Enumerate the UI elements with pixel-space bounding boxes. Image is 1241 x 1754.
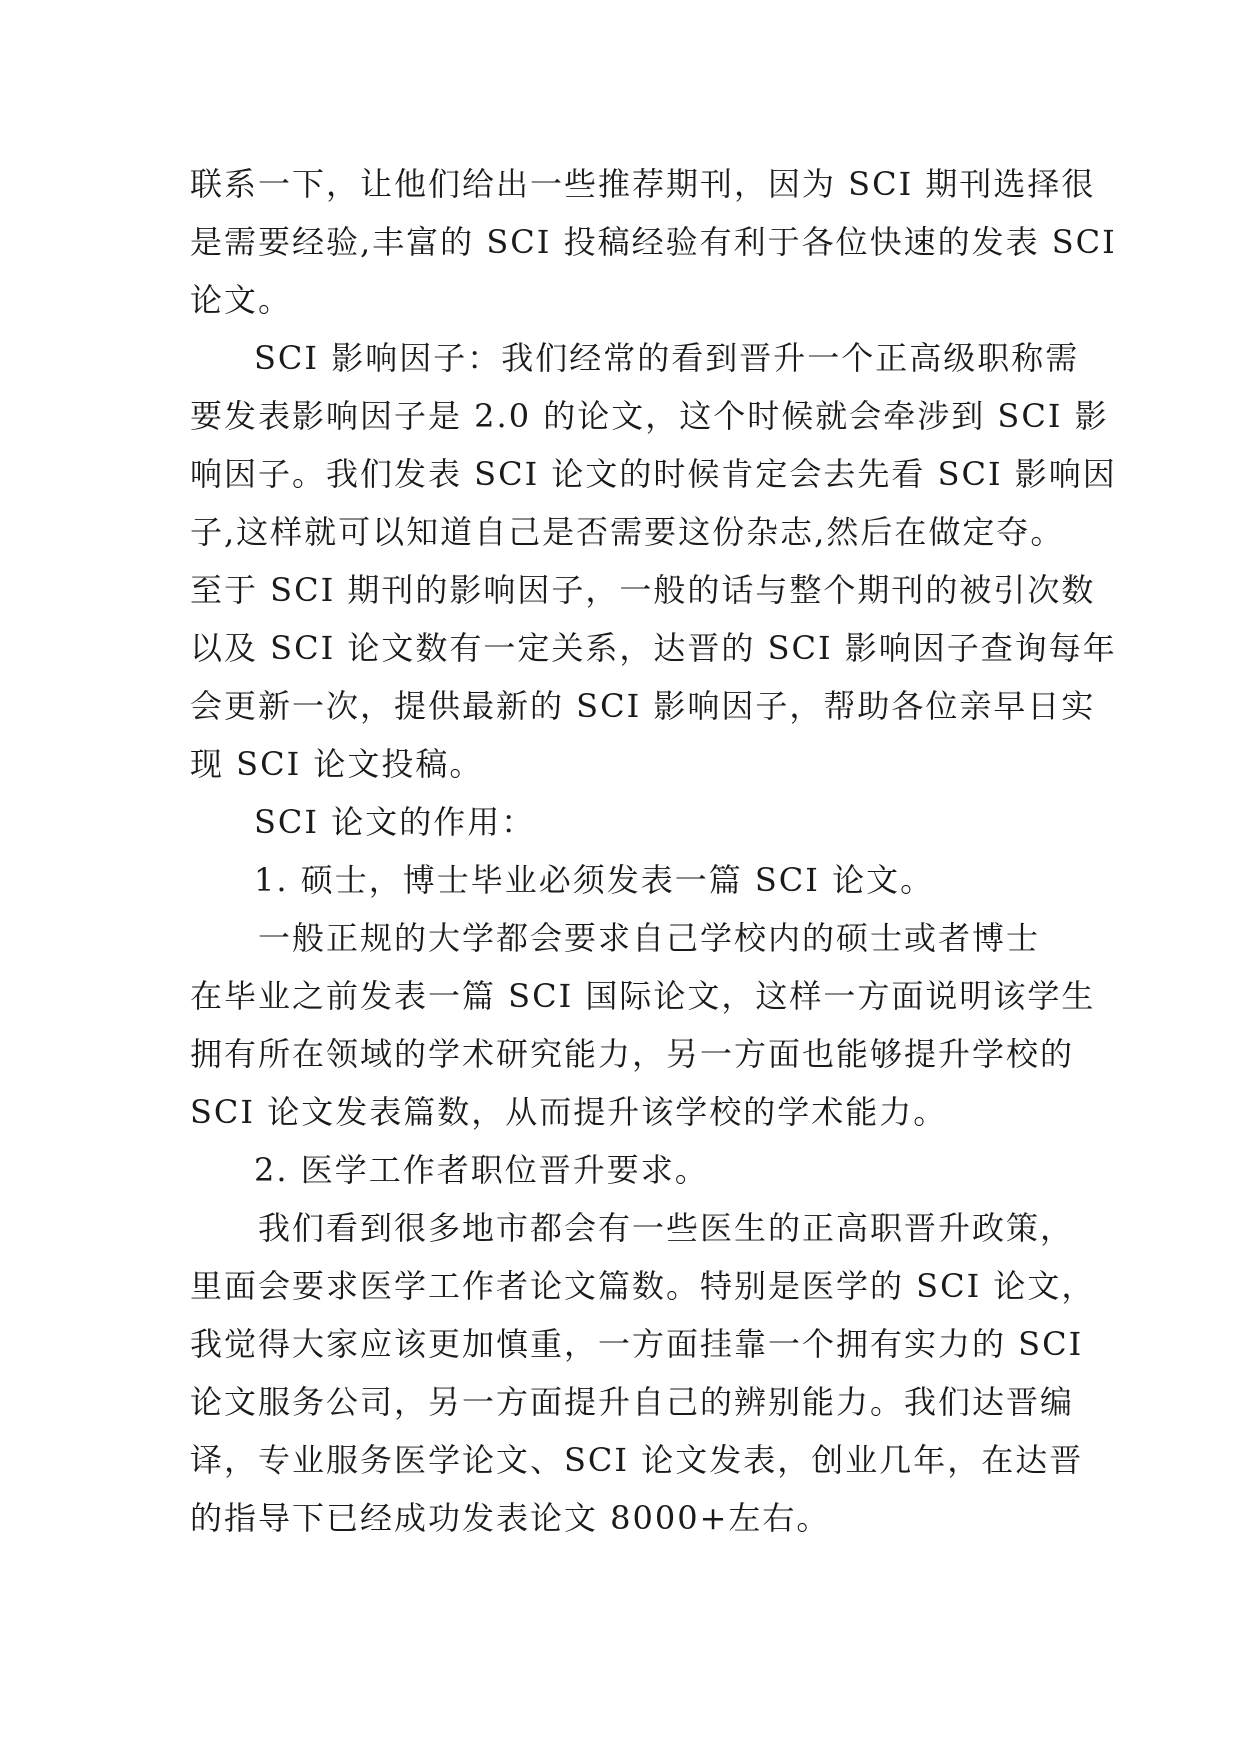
text-line: 译，专业服务医学论文、SCI 论文发表，创业几年，在达晋 — [190, 1441, 1084, 1479]
text-line: 是需要经验,丰富的 SCI 投稿经验有利于各位快速的发表 SCI — [190, 223, 1117, 261]
text-line: 响因子。我们发表 SCI 论文的时候肯定会去先看 SCI 影响因 — [190, 455, 1117, 493]
paragraph-start-line: 我们看到很多地市都会有一些医生的正高职晋升政策， — [258, 1209, 1075, 1247]
text-line: 要发表影响因子是 2.0 的论文，这个时候就会牵涉到 SCI 影 — [190, 397, 1109, 435]
text-line: 现 SCI 论文投稿。 — [190, 745, 484, 783]
document-body — [190, 155, 1117, 1547]
text-line: 以及 SCI 论文数有一定关系，达晋的 SCI 影响因子查询每年 — [190, 629, 1117, 667]
text-line: 至于 SCI 期刊的影响因子，一般的话与整个期刊的被引次数 — [190, 571, 1096, 609]
text-line: 我觉得大家应该更加慎重，一方面挂靠一个拥有实力的 SCI — [190, 1325, 1084, 1363]
section-heading: SCI 论文的作用： — [254, 803, 536, 841]
text-line: 的指导下已经成功发表论文 8000+左右。 — [190, 1499, 831, 1537]
text-line: 里面会要求医学工作者论文篇数。特别是医学的 SCI 论文， — [190, 1267, 1096, 1305]
text-line: 论文。 — [190, 281, 293, 319]
numbered-item-1: 1. 硕士，博士毕业必须发表一篇 SCI 论文。 — [254, 861, 935, 899]
text-line: 子,这样就可以知道自己是否需要这份杂志,然后在做定夺。 — [190, 513, 1065, 551]
paragraph-start-line: 一般正规的大学都会要求自己学校内的硕士或者博士 — [258, 919, 1041, 957]
text-line: 联系一下，让他们给出一些推荐期刊，因为 SCI 期刊选择很 — [190, 165, 1096, 203]
numbered-item-2: 2. 医学工作者职位晋升要求。 — [254, 1151, 709, 1189]
text-line: SCI 论文发表篇数，从而提升该学校的学术能力。 — [190, 1093, 948, 1131]
paragraph-start-line: SCI 影响因子：我们经常的看到晋升一个正高级职称需 — [254, 339, 1080, 377]
text-line: 会更新一次，提供最新的 SCI 影响因子，帮助各位亲早日实 — [190, 687, 1096, 725]
text-line: 论文服务公司，另一方面提升自己的辨别能力。我们达晋编 — [190, 1383, 1075, 1421]
text-line: 在毕业之前发表一篇 SCI 国际论文，这样一方面说明该学生 — [190, 977, 1096, 1015]
text-line: 拥有所在领域的学术研究能力，另一方面也能够提升学校的 — [190, 1035, 1075, 1073]
